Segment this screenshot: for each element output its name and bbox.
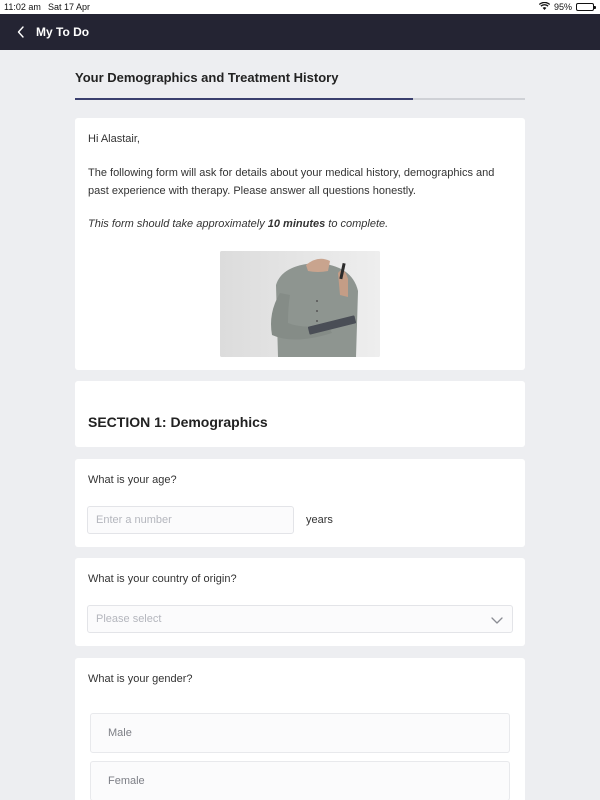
gender-option-male[interactable]: Male <box>90 713 510 753</box>
age-unit-label: years <box>306 514 333 526</box>
intro-photo <box>220 251 380 357</box>
page-title: Your Demographics and Treatment History <box>75 70 339 85</box>
description-text: The following form will ask for details about your medical history, demographics and past experience with therapy. Please answer all questions honestly. <box>88 167 495 197</box>
gender-question-card <box>75 658 525 800</box>
chevron-down-icon <box>490 613 504 627</box>
country-select[interactable] <box>87 605 513 633</box>
progress-fill <box>75 98 413 100</box>
gender-question-label: What is your gender? <box>88 673 193 685</box>
country-question-card <box>75 558 525 646</box>
status-time: 11:02 am <box>4 2 41 12</box>
age-input[interactable]: Enter a number <box>87 506 294 534</box>
chevron-left-icon[interactable] <box>14 23 28 41</box>
age-question-label: What is your age? <box>88 474 177 486</box>
status-bar <box>0 0 600 14</box>
country-select-placeholder: Please select <box>96 613 162 625</box>
age-question-card <box>75 459 525 547</box>
duration-value: 10 minutes <box>267 218 326 230</box>
nav-title[interactable]: My To Do <box>36 25 90 39</box>
battery-icon <box>576 3 594 11</box>
duration-note: This form should take approximately 10 minutes to complete. <box>88 218 389 230</box>
intro-card <box>75 118 525 370</box>
progress-bar <box>75 98 525 100</box>
gender-option-female[interactable]: Female <box>90 761 510 800</box>
country-question-label: What is your country of origin? <box>88 573 237 585</box>
battery-percent: 95% <box>553 2 572 12</box>
status-date: Sat 17 Apr <box>48 2 91 12</box>
section-header-card <box>75 381 525 447</box>
greeting-text: Hi Alastair, <box>88 133 140 145</box>
nav-bar <box>0 14 600 50</box>
wifi-icon <box>539 2 550 12</box>
status-right <box>539 2 594 12</box>
section-title: SECTION 1: Demographics <box>88 414 268 430</box>
